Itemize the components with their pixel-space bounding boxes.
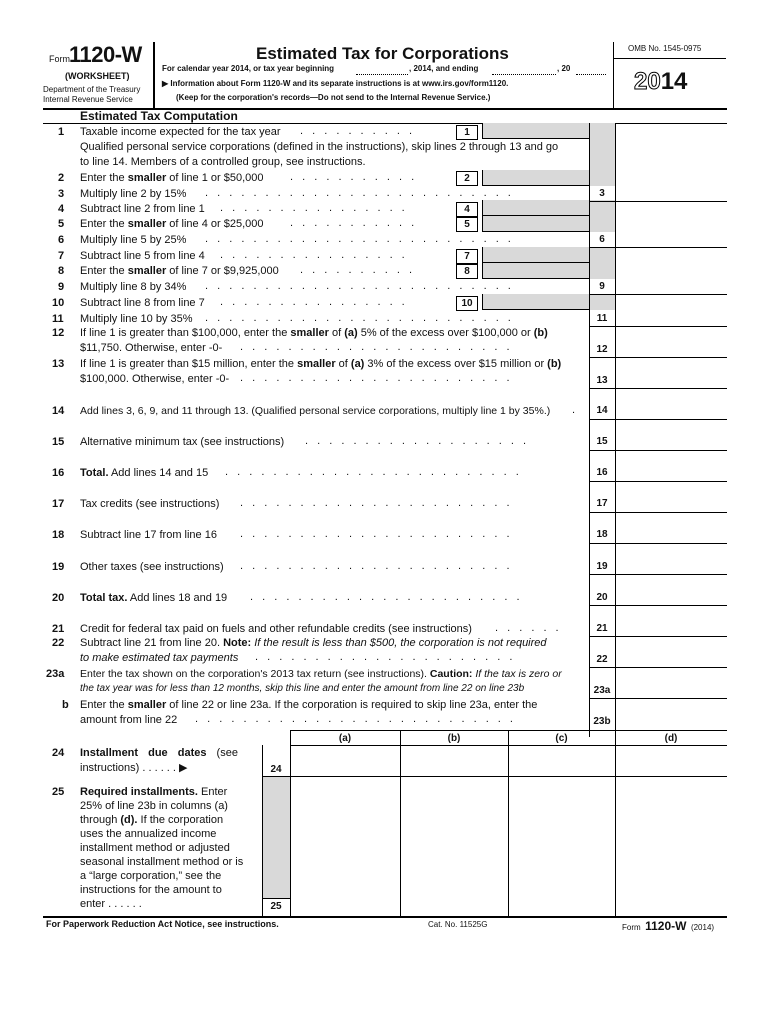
line-24-col-d[interactable] xyxy=(615,745,727,776)
line-25-text-8: instructions for the amount to xyxy=(80,884,222,896)
line-4-text: Subtract line 2 from line 1 xyxy=(80,203,205,215)
line-8-label: 8 xyxy=(456,264,478,279)
line-11-text: Multiply line 10 by 35% xyxy=(80,313,193,325)
line-4-num: 4 xyxy=(58,203,65,215)
line-17-text: Tax credits (see instructions) xyxy=(80,498,220,510)
line-25-num: 25 xyxy=(52,786,65,798)
paperwork-notice: For Paperwork Reduction Act Notice, see instructions. xyxy=(46,919,279,929)
worksheet-label: (WORKSHEET) xyxy=(65,71,130,81)
line-5-text: Enter the smaller of line 4 or $25,000 xyxy=(80,218,264,230)
footer-form-year: (2014) xyxy=(690,923,715,932)
tax-year-begin-field[interactable] xyxy=(356,74,408,75)
column-b-header: (b) xyxy=(447,733,461,744)
footer-form-id xyxy=(622,917,714,935)
line-14-label: 14 xyxy=(596,405,608,416)
line-13-text-2: $100,000. Otherwise, enter -0- xyxy=(80,373,230,385)
line-24-text: Installment due dates (see xyxy=(80,747,238,759)
line-15-input[interactable] xyxy=(615,420,727,451)
line-3-input[interactable] xyxy=(615,186,727,202)
line-23b-num: b xyxy=(62,699,69,711)
line-2-label: 2 xyxy=(456,171,478,186)
line-16-num: 16 xyxy=(52,467,65,479)
line-1-note-1: Qualified personal service corporations (defined in the instructions), skip lines 2 through 13 and go xyxy=(80,141,559,153)
form-title: Estimated Tax for Corporations xyxy=(256,44,509,63)
line-21-input[interactable] xyxy=(615,606,727,637)
line-3-text: Multiply line 2 by 15% xyxy=(80,188,187,200)
line-11-num: 11 xyxy=(52,313,64,325)
line-20-input[interactable] xyxy=(615,575,727,606)
line-20-text: Total tax. Add lines 18 and 19 xyxy=(80,592,228,604)
omb-number: OMB No. 1545-0975 xyxy=(628,44,702,53)
line-22-input[interactable] xyxy=(615,637,727,668)
line-12-label: 12 xyxy=(596,344,608,355)
line-23a-text: Enter the tax shown on the corporation's 2013 tax return (see instructions). Caution: If the tax is zero or xyxy=(80,668,562,680)
line-17-num: 17 xyxy=(52,498,65,510)
year-outline: 20 xyxy=(634,68,661,95)
line-9-text: Multiply line 8 by 34% xyxy=(80,281,187,293)
form-number: 1120-W xyxy=(69,42,142,67)
line-13-text: If line 1 is greater than $15 million, enter the smaller of (a) 3% of the excess over $15 million or (b) xyxy=(80,358,562,370)
column-c-header: (c) xyxy=(555,733,568,744)
line-13-input[interactable] xyxy=(615,358,727,389)
line-25-col-d[interactable] xyxy=(615,777,727,916)
line-12-text-2: $11,750. Otherwise, enter -0- xyxy=(80,342,223,354)
line-6-label: 6 xyxy=(599,234,605,245)
line-19-text: Other taxes (see instructions) xyxy=(80,561,224,573)
footer-form-number: 1120-W xyxy=(645,919,687,933)
line-1-input[interactable] xyxy=(482,123,589,139)
line-25-text-5: installment method or adjusted xyxy=(80,842,230,854)
line-17-input[interactable] xyxy=(615,482,727,513)
line-24-text-2: instructions) . . . . . . ▶ xyxy=(80,762,188,774)
line-18-input[interactable] xyxy=(615,513,727,544)
line-21-text: Credit for federal tax paid on fuels and other refundable credits (see instructions) xyxy=(80,623,472,635)
line-12-input[interactable] xyxy=(615,327,727,358)
line-8-num: 8 xyxy=(58,265,65,277)
line-25-text-2: 25% of line 23b in columns (a) xyxy=(80,800,228,812)
line-20-num: 20 xyxy=(52,592,65,604)
line-10-label: 10 xyxy=(456,296,478,311)
line-2-text: Enter the smaller of line 1 or $50,000 xyxy=(80,172,264,184)
line-1-note-2: to line 14. Members of a controlled group, see instructions. xyxy=(80,156,366,168)
line-18-text: Subtract line 17 from line 16 xyxy=(80,529,217,541)
line-7-input[interactable] xyxy=(482,247,589,263)
line-13-label: 13 xyxy=(596,375,608,386)
keep-records-line: (Keep for the corporation's records—Do not send to the Internal Revenue Service.) xyxy=(176,93,491,102)
line-3-label: 3 xyxy=(599,188,605,199)
tax-year-end-year-field[interactable] xyxy=(576,74,606,75)
info-line: ▶ Information about Form 1120-W and its separate instructions is at www.irs.gov/form1120. xyxy=(162,79,509,88)
line-16-input[interactable] xyxy=(615,451,727,482)
line-20-label: 20 xyxy=(596,592,608,603)
line-4-input[interactable] xyxy=(482,200,589,216)
line-10-num: 10 xyxy=(52,297,65,309)
line-24-col-b[interactable] xyxy=(400,745,508,776)
line-2-input[interactable] xyxy=(482,170,589,186)
line-9-label: 9 xyxy=(599,281,605,292)
line-9-num: 9 xyxy=(58,281,65,293)
line-18-label: 18 xyxy=(596,529,608,540)
line-25-col-a[interactable] xyxy=(290,777,400,916)
line-23b-input[interactable] xyxy=(615,699,727,730)
line-23b-text: Enter the smaller of line 22 or line 23a. If the corporation is required to skip line 23a, enter the xyxy=(80,699,538,711)
column-d-header: (d) xyxy=(664,733,678,744)
line-9-input[interactable] xyxy=(615,279,727,295)
tax-year xyxy=(634,68,687,96)
line-23b-text-2: amount from line 22 xyxy=(80,714,178,726)
line-12-num: 12 xyxy=(52,327,65,339)
tax-year-beginning-label: For calendar year 2014, or tax year beginning xyxy=(162,64,335,73)
line-15-num: 15 xyxy=(52,436,65,448)
line-1-num: 1 xyxy=(58,126,65,138)
line-7-label: 7 xyxy=(456,249,478,264)
line-16-label: 16 xyxy=(596,467,608,478)
line-1-label: 1 xyxy=(456,125,478,140)
line-6-num: 6 xyxy=(58,234,65,246)
tax-year-20-label: , 20 xyxy=(557,64,571,73)
line-24-label: 24 xyxy=(270,764,282,775)
line-10-text: Subtract line 8 from line 7 xyxy=(80,297,205,309)
line-8-text: Enter the smaller of line 7 or $9,925,000 xyxy=(80,265,279,277)
line-18-num: 18 xyxy=(52,529,65,541)
line-7-text: Subtract line 5 from line 4 xyxy=(80,250,205,262)
line-7-num: 7 xyxy=(58,250,65,262)
line-5-label: 5 xyxy=(456,217,478,232)
line-17-label: 17 xyxy=(596,498,608,509)
line-23b-label: 23b xyxy=(593,716,611,727)
line-22-num: 22 xyxy=(52,637,65,649)
line-22-text: Subtract line 21 from line 20. Note: If the result is less than $500, the corporation is not required xyxy=(80,637,547,649)
line-21-num: 21 xyxy=(52,623,65,635)
line-15-label: 15 xyxy=(596,436,608,447)
line-25-text-9: enter . . . . . . xyxy=(80,898,142,910)
line-15-text: Alternative minimum tax (see instructions) xyxy=(80,436,285,448)
line-14-num: 14 xyxy=(52,405,65,417)
line-1-text: Taxable income expected for the tax year xyxy=(80,126,281,138)
line-25-text-6: seasonal installment method or is xyxy=(80,856,244,868)
irs-label: Internal Revenue Service xyxy=(43,95,133,104)
line-25-label: 25 xyxy=(270,901,282,912)
line-23a-num: 23a xyxy=(46,668,65,680)
tax-year-end-field[interactable] xyxy=(492,74,556,75)
line-5-num: 5 xyxy=(58,218,65,230)
line-10-input[interactable] xyxy=(482,294,589,310)
line-11-input[interactable] xyxy=(615,310,727,327)
line-23a-input[interactable] xyxy=(615,668,727,699)
line-2-num: 2 xyxy=(58,172,65,184)
form-prefix: Form xyxy=(49,54,70,64)
line-6-input[interactable] xyxy=(615,232,727,248)
line-25-text-7: a “large corporation,” see the xyxy=(80,870,222,882)
line-24-num: 24 xyxy=(52,747,65,759)
line-25-text: Required installments. Enter 25% of line 23b in columns (a) through (d). If the corporation uses the annualized income installment method or adjusted seasonal installment method or is a “large corporation,” see the instructions for the amount to enter . . . . . . xyxy=(80,785,260,911)
line-4-label: 4 xyxy=(456,202,478,217)
line-24-col-a[interactable] xyxy=(290,745,400,776)
line-19-num: 19 xyxy=(52,561,65,573)
line-25-col-c[interactable] xyxy=(508,777,615,916)
line-8-input[interactable] xyxy=(482,263,589,279)
line-25-text-4: uses the annualized income xyxy=(80,828,217,840)
line-3-num: 3 xyxy=(58,188,65,200)
line-22-text-2: to make estimated tax payments xyxy=(80,652,239,664)
line-5-input[interactable] xyxy=(482,216,589,232)
line-6-text: Multiply line 5 by 25% xyxy=(80,234,187,246)
line-21-label: 21 xyxy=(596,623,608,634)
line-23a-label: 23a xyxy=(593,685,611,696)
column-a-header: (a) xyxy=(338,733,352,744)
catalog-number: Cat. No. 11525G xyxy=(428,920,488,929)
line-13-num: 13 xyxy=(52,358,65,370)
line-25-col-b[interactable] xyxy=(400,777,508,916)
line-11-label: 11 xyxy=(596,313,608,324)
line-12-text: If line 1 is greater than $100,000, enter the smaller of (a) 5% of the excess over $100,000 or (b) xyxy=(80,327,548,339)
line-14-input[interactable] xyxy=(615,389,727,420)
line-23a-text-2: the tax year was for less than 12 months, skip this line and enter the amount from line 22 on line 23b xyxy=(80,683,525,694)
line-14-text: Add lines 3, 6, 9, and 11 through 13. (Qualified personal service corporations, multiply line 1 by 35%.) xyxy=(80,405,551,417)
line-22-label: 22 xyxy=(596,654,608,665)
dept-treasury: Department of the Treasury xyxy=(43,85,141,94)
year-bold: 14 xyxy=(660,68,688,95)
line-24-col-c[interactable] xyxy=(508,745,615,776)
line-19-label: 19 xyxy=(596,561,608,572)
section-title: Estimated Tax Computation xyxy=(80,109,238,123)
line-16-text: Total. Add lines 14 and 15 xyxy=(80,467,209,479)
line-19-input[interactable] xyxy=(615,544,727,575)
footer-form-prefix: Form xyxy=(622,923,641,932)
tax-year-ending-label: , 2014, and ending xyxy=(409,64,479,73)
